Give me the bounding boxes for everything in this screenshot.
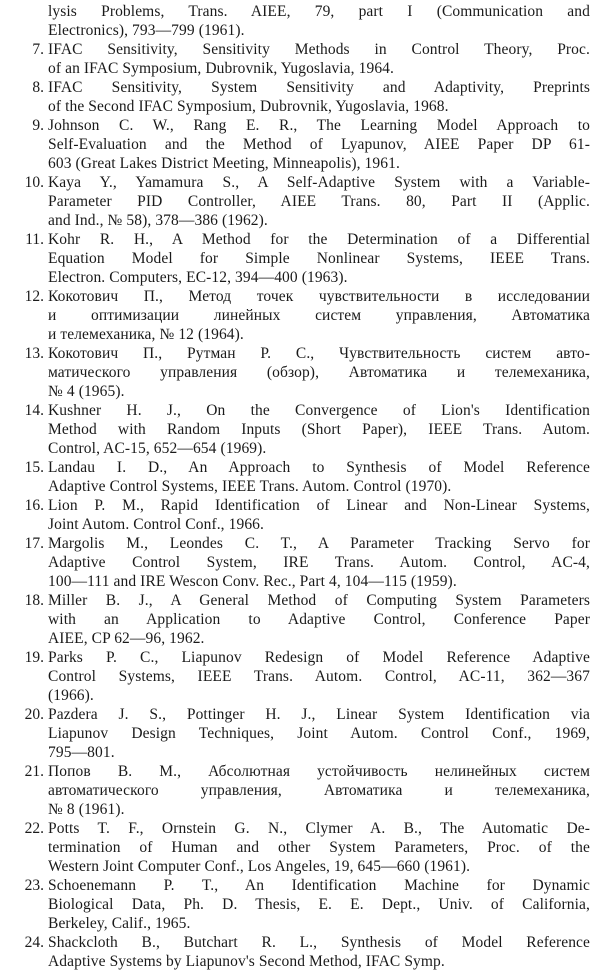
reference-line: AIEE, CP 62—96, 1962.	[48, 630, 205, 647]
reference-line: и телемеханика, № 12 (1964).	[48, 326, 244, 343]
reference-number: 23.	[24, 877, 44, 894]
reference-line: with an Application to Adaptive Control, Conference Paper	[48, 611, 590, 628]
reference-line: Parks P. C., Liapunov Redesign of Model Reference Adaptive	[48, 649, 590, 666]
reference-line: Kushner H. J., On the Convergence of Lion's Identification	[48, 402, 590, 419]
reference-number: 8.	[32, 79, 44, 96]
reference-line: Joint Autom. Control Conf., 1966.	[48, 516, 265, 533]
reference-line: Kaya Y., Yamamura S., A Self-Adaptive System with a Variable-	[48, 174, 590, 191]
reference-line: 100—111 and IRE Wescon Conv. Rec., Part 4, 104—115 (1959).	[48, 573, 457, 590]
reference-line: lysis Problems, Trans. AIEE, 79, part I (Communication and	[48, 3, 590, 20]
reference-line: автоматического управления, Автоматика и телемеханика,	[48, 782, 590, 799]
reference-number: 22.	[24, 820, 44, 837]
reference-line: Johnson C. W., Rang E. R., The Learning Model Approach to	[48, 117, 590, 134]
reference-line: Pazdera J. S., Pottinger H. J., Linear System Identification via	[48, 706, 590, 723]
reference-line: IFAC Sensitivity, System Sensitivity and Adaptivity, Preprints	[48, 79, 590, 96]
reference-line: Electron. Computers, EC-12, 394—400 (1963).	[48, 269, 348, 286]
reference-line: Self-Evaluation and the Method of Lyapunov, AIEE Paper DP 61-	[48, 136, 590, 153]
reference-number: 10.	[24, 174, 44, 191]
reference-number: 14.	[24, 402, 44, 419]
reference-number: 18.	[24, 592, 44, 609]
reference-line: и оптимизации линейных систем управления, Автоматика	[48, 307, 590, 324]
reference-line: Adaptive Control Systems, IEEE Trans. Autom. Control (1970).	[48, 478, 452, 495]
reference-line: Electronics), 793—799 (1961).	[48, 22, 245, 39]
reference-line: IFAC Sensitivity, Sensitivity Methods in Control Theory, Proc.	[48, 41, 590, 58]
reference-line: Method with Random Inputs (Short Paper), IEEE Trans. Autom.	[48, 421, 590, 438]
reference-line: termination of Human and other System Parameters, Proc. of the	[48, 839, 590, 856]
reference-line: Margolis M., Leondes C. T., A Parameter Tracking Servo for	[48, 535, 590, 552]
reference-line: Landau I. D., An Approach to Synthesis of Model Reference	[48, 459, 590, 476]
reference-number: 12.	[24, 288, 44, 305]
reference-line: Shackcloth B., Butchart R. L., Synthesis of Model Reference	[48, 934, 590, 951]
reference-number: 11.	[25, 231, 44, 248]
reference-number: 24.	[24, 934, 44, 951]
reference-line: Control, AC-15, 652—654 (1969).	[48, 440, 267, 457]
reference-line: Miller B. J., A General Method of Computing System Parameters	[48, 592, 590, 609]
reference-line: Кокотович П., Метод точек чувствительности в исследовании	[48, 288, 590, 305]
reference-line: Berkeley, Calif., 1965.	[48, 915, 191, 932]
reference-number: 21.	[24, 763, 44, 780]
reference-number: 19.	[24, 649, 44, 666]
reference-line: of the Second IFAC Symposium, Dubrovnik, Yugoslavia, 1968.	[48, 98, 449, 115]
reference-line: № 8 (1961).	[48, 801, 125, 818]
reference-line: Control Systems, IEEE Trans. Autom. Control, AC-11, 362—367	[48, 668, 590, 685]
reference-number: 13.	[24, 345, 44, 362]
reference-line: Adaptive Control System, IRE Trans. Autom. Control, AC-4,	[48, 554, 590, 571]
reference-line: Lion P. M., Rapid Identification of Linear and Non-Linear Systems,	[48, 497, 590, 514]
reference-number: 9.	[32, 117, 44, 134]
reference-line: (1966).	[48, 687, 94, 704]
reference-line: of an IFAC Symposium, Dubrovnik, Yugoslavia, 1964.	[48, 60, 394, 77]
reference-number: 15.	[24, 459, 44, 476]
reference-line: Western Joint Computer Conf., Los Angeles, 19, 645—660 (1961).	[48, 858, 471, 875]
reference-line: Potts T. F., Ornstein G. N., Clymer A. B., The Automatic De-	[48, 820, 590, 837]
reference-line: № 4 (1965).	[48, 383, 125, 400]
reference-line: and Ind., № 58), 378—386 (1962).	[48, 212, 268, 229]
reference-line: 603 (Great Lakes District Meeting, Minneapolis), 1961.	[48, 155, 400, 172]
reference-line: Equation Model for Simple Nonlinear Systems, IEEE Trans.	[48, 250, 590, 267]
reference-line: Parameter PID Controller, AIEE Trans. 80, Part II (Applic.	[48, 193, 590, 210]
reference-line: Schoenemann P. T., An Identification Machine for Dynamic	[48, 877, 590, 894]
reference-line: Adaptive Systems by Liapunov's Second Method, IFAC Symp.	[48, 953, 445, 970]
reference-number: 16.	[24, 497, 44, 514]
reference-line: Кокотович П., Рутман Р. С., Чувствительность систем авто-	[48, 345, 590, 362]
reference-line: Biological Data, Ph. D. Thesis, E. E. Dept., Univ. of California,	[48, 896, 590, 913]
reference-line: Liapunov Design Techniques, Joint Autom. Control Conf., 1969,	[48, 725, 590, 742]
reference-line: Kohr R. H., A Method for the Determination of a Differential	[48, 231, 590, 248]
reference-number: 17.	[24, 535, 44, 552]
reference-line: матического управления (обзор), Автоматика и телемеханика,	[48, 364, 590, 381]
reference-number: 7.	[32, 41, 44, 58]
reference-number: 20.	[24, 706, 44, 723]
reference-line: 795—801.	[48, 744, 115, 761]
reference-line: Попов В. М., Абсолютная устойчивость нелинейных систем	[48, 763, 590, 780]
